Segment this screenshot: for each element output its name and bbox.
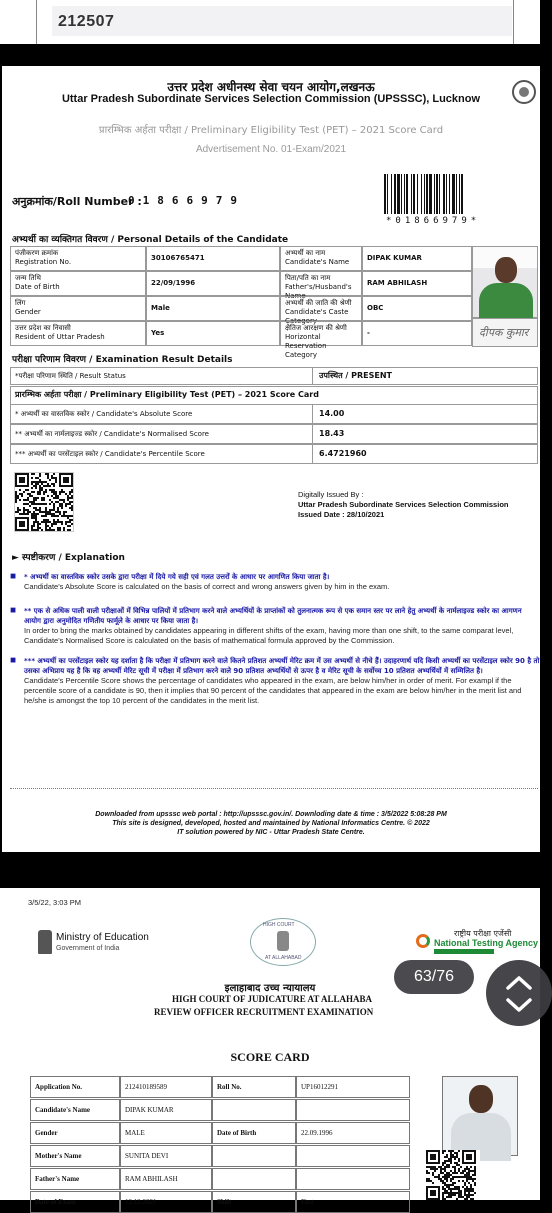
personal-label-text: जन्म तिथि	[15, 274, 41, 282]
qr-module	[41, 529, 43, 531]
signature-text: दीपक कुमार	[479, 326, 529, 339]
qr-module	[71, 519, 73, 521]
table-label: Date of Birth	[212, 1122, 296, 1144]
qr-module	[454, 1182, 456, 1184]
value-field	[52, 6, 512, 36]
explanation-english: In order to bring the marks obtained by candidates appearing in different shifts of the exam, having more than one shift, to the same comparat level, Candidate's Normalised Score is calculated on the basis of mathematical formula approved by the Commission.	[24, 626, 514, 645]
personal-label	[280, 246, 362, 271]
qr-module	[59, 529, 61, 531]
qr-module	[63, 529, 65, 531]
seal-top-text: HIGH COURT	[263, 922, 295, 928]
personal-label	[10, 246, 146, 271]
score-row	[10, 424, 538, 444]
ministry-of-education-logo	[38, 930, 178, 958]
explanation-item	[12, 572, 540, 592]
qr-module	[474, 1174, 476, 1176]
qr-module	[474, 1192, 476, 1194]
table-value: First	[296, 1191, 410, 1213]
qr-module	[47, 495, 49, 497]
qr-module	[43, 499, 45, 501]
candidate-photo	[442, 1076, 518, 1156]
personal-value	[362, 246, 472, 271]
score-label: ** अभ्यर्थी का नार्मलाइज्ड स्कोर / Candidate's Normalised Score	[11, 425, 313, 443]
header-english: Uttar Pradesh Subordinate Services Selection Commission (UPSSSC), Lucknow	[61, 93, 481, 105]
candidate-signature	[472, 318, 538, 347]
table-label	[212, 1099, 296, 1121]
qr-module	[19, 499, 21, 501]
personal-label-text: Registration No.	[15, 258, 72, 266]
personal-value-text: 30106765471	[151, 254, 205, 262]
qr-code	[14, 472, 74, 532]
personal-value-text: Male	[151, 304, 170, 312]
qr-module	[45, 491, 47, 493]
nta-logo	[416, 928, 540, 956]
personal-label	[10, 271, 146, 296]
table-value: SUNITA DEVI	[120, 1145, 212, 1167]
qr-module	[33, 473, 35, 475]
score-row	[10, 404, 538, 424]
qr-module	[436, 1168, 438, 1170]
up-emblem-icon	[512, 80, 536, 104]
pet-title-row	[10, 386, 538, 404]
qr-code	[426, 1150, 480, 1200]
candidate-photo	[472, 246, 538, 318]
qr-module	[71, 509, 73, 511]
exam-title: REVIEW OFFICER RECRUITMENT EXAMINATION	[154, 1007, 374, 1017]
qr-module	[65, 511, 67, 513]
qr-finder	[430, 1154, 436, 1160]
moe-title: Ministry of Education	[56, 932, 149, 943]
qr-module	[57, 515, 59, 517]
qr-module	[444, 1198, 446, 1200]
photo-head	[495, 257, 517, 283]
scorecard-subtitle: प्रारम्भिक अर्हता परीक्षा / Preliminary Eligibility Test (PET) – 2021 Score Card	[98, 125, 444, 136]
qr-module	[450, 1162, 452, 1164]
qr-finder	[19, 521, 25, 527]
score-value: 18.43	[319, 429, 345, 438]
personal-value-text: OBC	[367, 304, 384, 312]
barcode-text: *01866979*	[386, 216, 481, 226]
result-details-title: परीक्षा परिणाम विवरण / Examination Result Details	[12, 355, 233, 365]
personal-value	[146, 246, 280, 271]
qr-module	[448, 1166, 450, 1168]
nta-tagline-bar	[434, 949, 494, 954]
qr-module	[33, 525, 35, 527]
qr-module	[454, 1158, 456, 1160]
personal-value	[362, 296, 472, 321]
print-timestamp: 3/5/22, 3:03 PM	[28, 898, 81, 907]
qr-module	[450, 1196, 452, 1198]
qr-module	[19, 509, 21, 511]
qr-module	[39, 523, 41, 525]
qr-module	[474, 1184, 476, 1186]
qr-module	[61, 507, 63, 509]
table-value: 22.09.1996	[296, 1122, 410, 1144]
issued-date: Issued Date : 28/10/2021	[298, 510, 385, 519]
score-value: 6.4721960	[319, 449, 367, 458]
qr-finder	[19, 477, 25, 483]
explanation-english: Candidate's Absolute Score is calculated on the basis of correct and wrong answers given by him in the exam.	[24, 582, 390, 591]
qr-module	[69, 525, 71, 527]
nta-logo-icon	[416, 934, 430, 948]
qr-module	[35, 499, 37, 501]
page-navigation-button[interactable]	[486, 960, 552, 1026]
qr-module	[55, 523, 57, 525]
personal-value	[146, 321, 280, 346]
personal-label-text: Date of Birth	[15, 283, 60, 291]
qr-module	[71, 491, 73, 493]
moe-subtitle: Government of India	[56, 945, 120, 952]
personal-value-text: 22/09/1996	[151, 279, 196, 287]
qr-module	[61, 523, 63, 525]
value-text: 212507	[58, 13, 115, 30]
personal-label	[10, 321, 146, 346]
result-status-value: उपस्थित / PRESENT	[319, 371, 392, 380]
roll-label: अनुक्रमांक/Roll Number :	[12, 195, 142, 208]
qr-module	[49, 485, 51, 487]
qr-module	[39, 475, 41, 477]
score-card-title: SCORE CARD	[230, 1050, 310, 1064]
qr-module	[53, 473, 55, 475]
qr-module	[456, 1198, 458, 1200]
table-label	[212, 1168, 296, 1190]
qr-module	[55, 481, 57, 483]
table-label: Application No.	[30, 1076, 120, 1098]
qr-finder	[466, 1154, 472, 1160]
score-value: 14.00	[319, 409, 345, 418]
qr-module	[49, 503, 51, 505]
qr-module	[472, 1198, 474, 1200]
qr-module	[458, 1180, 460, 1182]
personal-label-text: क्षैतिज आरक्षण की श्रेणी	[285, 324, 347, 332]
qr-module	[65, 505, 67, 507]
result-status-label: *परीक्षा परिणाम स्थिति / Result Status	[11, 368, 313, 384]
qr-module	[53, 485, 55, 487]
qr-module	[458, 1160, 460, 1162]
nta-english: National Testing Agency	[434, 938, 539, 948]
nic-solution: IT solution powered by NIC - Uttar Pradesh State Centre.	[177, 829, 365, 836]
nta-hindi: राष्ट्रीय परीक्षा एजेंसी	[454, 929, 512, 938]
qr-module	[446, 1180, 448, 1182]
personal-label-text: Resident of Uttar Pradesh	[15, 333, 105, 341]
photo-head	[469, 1085, 493, 1113]
qr-module	[53, 529, 55, 531]
table-label	[212, 1145, 296, 1167]
explanation-title: ► स्पष्टीकरण / Explanation	[12, 553, 125, 563]
high-court-seal-icon	[250, 918, 316, 966]
qr-module	[456, 1172, 458, 1174]
qr-module	[452, 1178, 454, 1180]
personal-label-text: पंजीकरण क्रमांक	[15, 249, 59, 257]
table-label: Mother's Name	[30, 1145, 120, 1167]
personal-label-text: Candidate's Name	[285, 258, 350, 266]
national-emblem-icon	[38, 930, 52, 954]
qr-finder	[430, 1190, 436, 1196]
personal-value	[362, 321, 472, 346]
qr-module	[29, 505, 31, 507]
qr-module	[472, 1194, 474, 1196]
table-value: 12.12.2021	[120, 1191, 212, 1213]
qr-module	[442, 1152, 444, 1154]
table-value: UP16012291	[296, 1076, 410, 1098]
result-status-row	[10, 367, 538, 385]
personal-label-text: Horizontal Reservation Category	[285, 333, 327, 359]
explanation-item	[12, 656, 540, 706]
explanation-english: Candidate's Percentile Score shows the percentage of candidates who appeared in the exam, are below him/her in order of merit. For exampl if the percentile score of a candidate is 90, then it implies that 90 percent of the candidates that appeared in the exam are below him/her in the merit list and he/she is amongst the top 10 percent of the candidates in the merit list.	[24, 676, 522, 705]
personal-value-text: Yes	[151, 329, 165, 337]
explanation-item	[12, 606, 540, 646]
personal-label-text: Gender	[15, 308, 41, 316]
bullet-icon: ■	[10, 655, 17, 666]
qr-module	[51, 525, 53, 527]
barcode-bar	[463, 174, 466, 214]
personal-label-text: लिंग	[15, 299, 26, 307]
qr-module	[69, 529, 71, 531]
qr-module	[27, 489, 29, 491]
pet-title: प्रारम्भिक अर्हता परीक्षा / Preliminary Eligibility Test (PET) – 2021 Score Card	[15, 390, 319, 399]
personal-label-text: उत्तर प्रदेश का निवासी	[15, 324, 71, 332]
qr-module	[454, 1194, 456, 1196]
table-label: Shift	[212, 1191, 296, 1213]
advertisement-number: Advertisement No. 01-Exam/2021	[195, 144, 347, 155]
download-info: Downloaded from upsssc web portal : http://upsssc.gov.in/. Downloding date & time : 3/5/2022 5:08:28 PM	[95, 811, 447, 818]
qr-module	[71, 501, 73, 503]
qr-module	[71, 497, 73, 499]
table-value	[296, 1168, 410, 1190]
qr-module	[71, 515, 73, 517]
personal-details-title: अभ्यर्थी का व्यक्तिगत विवरण / Personal Details of the Candidate	[12, 235, 289, 245]
nic-credit: This site is designed, developed, hosted and maintained by National Informatics Centre. © 2022	[112, 820, 430, 827]
qr-module	[71, 523, 73, 525]
personal-value	[146, 271, 280, 296]
qr-module	[43, 493, 45, 495]
personal-value	[362, 271, 472, 296]
personal-label-text: Candidate's Caste Category	[285, 308, 349, 325]
table-value	[296, 1099, 410, 1121]
personal-label	[280, 271, 362, 300]
table-label: Gender	[30, 1122, 120, 1144]
table-label: Father's Name	[30, 1168, 120, 1190]
personal-label	[10, 296, 146, 321]
qr-module	[428, 1172, 430, 1174]
roll-number: 01866979	[128, 194, 245, 207]
qr-module	[19, 489, 21, 491]
explanation-hindi: * अभ्यर्थी का वास्तविक स्कोर उसके द्वारा परीक्षा में दिये गये सही एवं गलत उत्तरों के आधार पर आगणित किया जाता है।	[24, 573, 330, 581]
qr-finder	[63, 477, 69, 483]
table-value: RAM ABHILASH	[120, 1168, 212, 1190]
page-counter: 63/76	[394, 960, 474, 994]
seal-emblem-icon	[277, 931, 289, 951]
qr-module	[37, 513, 39, 515]
qr-module	[59, 493, 61, 495]
qr-module	[470, 1166, 472, 1168]
qr-module	[27, 513, 29, 515]
table-label: Roll No.	[212, 1076, 296, 1098]
barcode	[384, 174, 532, 214]
explanation-hindi: *** अभ्यर्थी का परसेंटाइल स्कोर यह दर्शाता है कि परीक्षा में प्रतिभाग करने वाले कितने प्रतिशत अभ्यर्थी मेरिट क्रम में उस अभ्यर्थी से नीचे हैं। उदाहरणार्थ यदि किसी अभ्यर्थी का परसेंटाइल स्कोर 90 है तो उसका अभिप्राय यह है कि वह अभ्यर्थी मेरिट सूची में परीक्षा में प्रतिभाग करने वाले 90 प्रतिशत अभ्यर्थियों से ऊपर है व मेरिट सूची के सर्वोच्च 10 प्रतिशत अभ्यर्थियों में सम्मिलित है।	[24, 657, 540, 675]
highcourt-title: HIGH COURT OF JUDICATURE AT ALLAHABA	[172, 994, 372, 1004]
personal-value-text: -	[367, 329, 370, 337]
qr-module	[474, 1178, 476, 1180]
personal-label	[280, 296, 362, 325]
highcourt-title-hindi: इलाहाबाद उच्च न्यायालय	[224, 983, 316, 994]
table-label: Date of Exam	[30, 1191, 120, 1213]
qr-module	[45, 515, 47, 517]
qr-module	[458, 1150, 460, 1152]
seal-bottom-text: AT ALLAHABAD	[265, 955, 302, 961]
personal-label-text: पिता/पति का नाम	[285, 274, 331, 282]
qr-module	[21, 495, 23, 497]
qr-module	[444, 1150, 446, 1152]
bullet-icon: ■	[10, 571, 17, 582]
score-label: * अभ्यर्थी का वास्तविक स्कोर / Candidate's Absolute Score	[11, 405, 313, 423]
score-row	[10, 444, 538, 464]
page-footer	[2, 810, 540, 837]
bullet-icon: ■	[10, 605, 17, 616]
highcourt-scorecard-page	[0, 888, 540, 1206]
qr-module	[33, 491, 35, 493]
chevron-up-down-icon	[502, 974, 536, 1014]
qr-module	[35, 487, 37, 489]
personal-label-text: अभ्यर्थी का नाम	[285, 249, 326, 257]
qr-module	[45, 503, 47, 505]
qr-module	[31, 487, 33, 489]
photo-body	[479, 283, 533, 323]
previous-page-fragment	[0, 0, 540, 44]
explanation-hindi: ** एक से अधिक पाली वाली परीक्षाओं में विभिन्न पालियों में प्रतिभाग करने वाले अभ्यर्थियों के प्राप्तांकों को तुलनात्मक रूप से एक समान स्तर पर लाने हेतु अभ्यर्थी के नार्मलाइज्ड स्कोर का आगणन आयोग द्वारा अनुमोदित गणितीय फार्मूले के आधार पर किया जाता है।	[24, 607, 522, 625]
table-value: DIPAK KUMAR	[120, 1099, 212, 1121]
table-value: MALE	[120, 1122, 212, 1144]
issuing-commission: Uttar Pradesh Subordinate Services Selection Commission	[298, 500, 509, 509]
upsssc-scorecard-page	[2, 66, 540, 852]
qr-module	[466, 1198, 468, 1200]
qr-module	[31, 477, 33, 479]
table-value: 212410189589	[120, 1076, 212, 1098]
personal-label-text: अभ्यर्थी की जाति की श्रेणी	[285, 299, 352, 307]
qr-module	[49, 479, 51, 481]
table-label: Candidate's Name	[30, 1099, 120, 1121]
qr-module	[37, 497, 39, 499]
personal-label-text: Father's/Husband's Name	[285, 283, 352, 300]
digital-issued-by: Digitally Issued By :	[298, 490, 364, 499]
qr-module	[434, 1170, 436, 1172]
qr-module	[432, 1182, 434, 1184]
personal-label	[280, 321, 362, 359]
personal-value	[146, 296, 280, 321]
qr-module	[15, 501, 17, 503]
dotted-divider	[10, 788, 538, 789]
header-hindi: उत्तर प्रदेश अधीनस्थ सेवा चयन आयोग,लखनऊ	[167, 80, 375, 94]
personal-value-text: RAM ABHILASH	[367, 279, 428, 287]
qr-module	[23, 491, 25, 493]
personal-value-text: DIPAK KUMAR	[367, 254, 422, 262]
qr-module	[37, 529, 39, 531]
table-value	[296, 1145, 410, 1167]
score-label: *** अभ्यर्थी का परसेंटाइल स्कोर / Candidate's Percentile Score	[11, 445, 313, 463]
digital-issue-block	[298, 490, 508, 520]
qr-module	[460, 1166, 462, 1168]
qr-module	[39, 493, 41, 495]
